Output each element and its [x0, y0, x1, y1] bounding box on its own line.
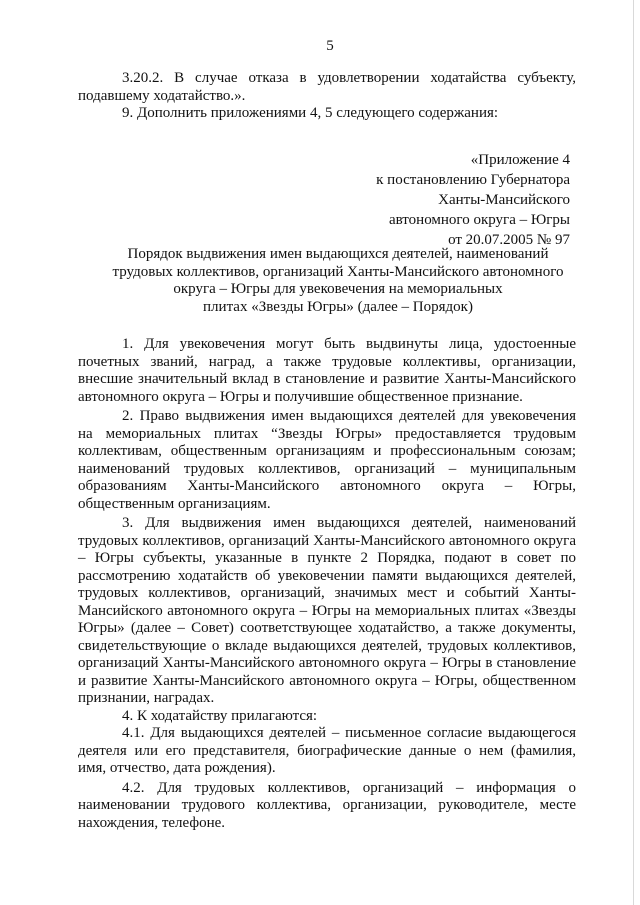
paragraph-3-20-2: 3.20.2. В случае отказа в удовлетворении ходатайства субъекту, подавшему ходатайство.». — [78, 70, 576, 104]
appendix-line-3: Ханты-Мансийского — [438, 192, 570, 208]
appendix-header — [376, 150, 570, 250]
paragraph-1: 1. Для увековечения могут быть выдвинуты лица, удостоенные почетных званий, наград, а также трудовые коллективы, организации, внесшие значительный вклад в становление и развитие Ханты-Мансийского автономного округа – Югры и получившие общественное признание. — [78, 336, 576, 405]
top-text-block — [78, 70, 576, 123]
appendix-line-4: автономного округа – Югры — [388, 212, 570, 228]
appendix-line-2: к постановлению Губернатора — [376, 172, 570, 188]
title-line-2: трудовых коллективов, организаций Ханты-Мансийского автономного — [112, 263, 564, 280]
paragraph-4: 4. К ходатайству прилагаются: — [122, 707, 318, 724]
paragraph-3: 3. Для выдвижения имен выдающихся деятелей, наименований трудовых коллективов, организаций Ханты-Мансийского автономного округа – Югры субъекты, указанные в пункте 2 Порядка, подают в совет по рассмотрению ходатайств об увековечении памяти выдающихся деятелей, трудовых коллективов, организаций, значимых мест и событий Ханты-Мансийского автономного округа – Югры на мемориальных плитах «Звезды Югры» (далее – Совет) соответствующее ходатайство, а также документы, свидетельствующие о вкладе выдающихся деятелей, трудовых коллективов, организаций Ханты-Мансийского автономного округа – Югры в становление и развитие Ханты-Мансийского автономного округа – Югры, общественном признании, наградах. — [78, 515, 576, 706]
paragraph-4-2: 4.2. Для трудовых коллективов, организаций – информация о наименовании трудового коллектива, организации, руководителе, месте нахождения, телефоне. — [78, 779, 576, 831]
title-line-3: округа – Югры для увековечения на мемориальных — [173, 281, 503, 297]
page-number: 5 — [326, 38, 334, 54]
appendix-line-1: «Приложение 4 — [470, 152, 570, 168]
scan-edge-line — [633, 0, 634, 905]
paragraph-2: 2. Право выдвижения имен выдающихся деятелей для увековечения на мемориальных плитах “Звезды Югры» предоставляется трудовым коллективам, общественным организациям и профессиональным союзам; наименований трудовых коллективов, организаций – муниципальным образованиям Ханты-Мансийского автономного округа – Югры, общественным организациям. — [78, 408, 576, 512]
title-line-4: плитах «Звезды Югры» (далее – Порядок) — [203, 298, 473, 315]
main-text-block — [78, 336, 576, 832]
paragraph-9: 9. Дополнить приложениями 4, 5 следующего содержания: — [122, 105, 499, 121]
appendix-line-5: от 20.07.2005 № 97 — [448, 232, 570, 248]
paragraph-4-1: 4.1. Для выдающихся деятелей – письменное согласие выдающегося деятеля или его представителя, биографические данные о нем (фамилия, имя, отчество, дата рождения). — [78, 725, 576, 776]
title-line-1: Порядок выдвижения имен выдающихся деятелей, наименований — [127, 246, 549, 262]
document-title — [78, 246, 598, 316]
